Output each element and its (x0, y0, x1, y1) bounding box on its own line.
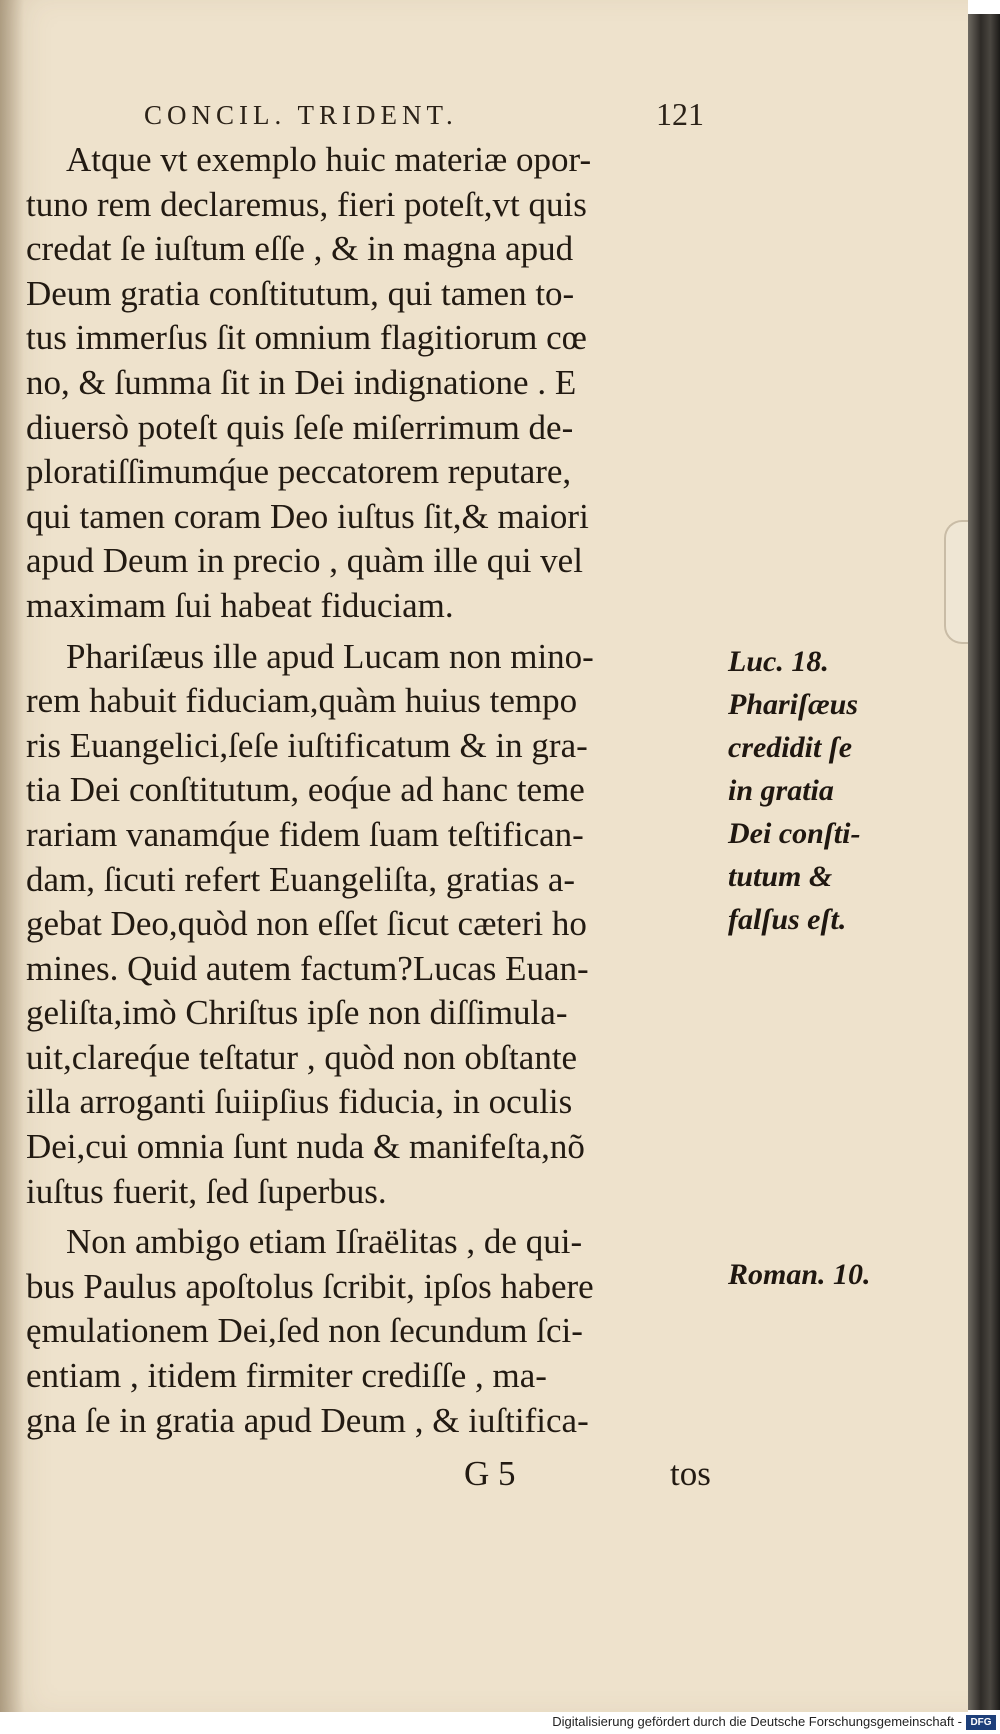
running-head: CONCIL. TRIDENT. (144, 100, 458, 130)
text-line: qui tamen coram Deo iuſtus ſit,& maiori (26, 496, 589, 536)
text-line: gebat Deo,quòd non eſſet ſicut cæteri ho (26, 904, 587, 944)
marginal-note-luke (728, 640, 928, 941)
text-line: gna ſe in gratia apud Deum , & iuſtifica- (26, 1400, 589, 1440)
text-line: Dei,cui omnia ſunt nuda & manifeſta,nõ (26, 1127, 585, 1167)
text-line: rem habuit fiduciam,quàm huius tempo (26, 681, 578, 721)
text-line: Non ambigo etiam Iſraëlitas , de qui- (66, 1222, 583, 1262)
text-line: bus Paulus apoſtolus ſcribit, ipſos habere (26, 1266, 594, 1306)
page-footer (0, 1454, 720, 1504)
text-line: uit,clareq́ue teſtatur , quòd non obſtante (26, 1037, 578, 1077)
text-line: Phariſæus ille apud Lucam non mino- (66, 636, 594, 676)
text-line: Deum gratia conſtitutum, qui tamen to- (26, 273, 575, 313)
catchword: tos (670, 1454, 711, 1493)
signature-mark: G 5 (464, 1454, 516, 1493)
digitization-credit: Digitalisierung gefördert durch die Deutsche Forschungsgemeinschaft - (552, 1714, 962, 1729)
text-line: entiam , itidem firmiter crediſſe , ma- (26, 1356, 547, 1396)
text-line: mines. Quid autem factum?Lucas Euan- (26, 948, 589, 988)
marginal-note-line: Luc. 18. (728, 645, 829, 678)
text-line: iuſtus fuerit, ſed ſuperbus. (26, 1171, 387, 1211)
text-line: ris Euangelici,ſeſe iuſtificatum & in gra- (26, 725, 588, 765)
text-line: no, & ſumma ſit in Dei indignatione . E (26, 362, 577, 402)
text-line: ęmulationem Dei,ſed non ſecundum ſci- (26, 1311, 583, 1351)
dfg-logo-icon: DFG (966, 1715, 996, 1730)
text-line: rariam vanamq́ue fidem ſuam teſtifican- (26, 814, 584, 854)
marginal-note-line: in gratia (728, 774, 834, 807)
marginal-note-line: Phariſæus (728, 688, 859, 721)
marginal-note-line: falſus eſt. (728, 903, 847, 936)
marginal-note-line: Dei conſti- (728, 817, 861, 850)
text-line: tus immerſus ſit omnium flagitiorum cœ (26, 318, 587, 358)
text-line: dam, ſicuti refert Euangeliſta, gratias a- (26, 859, 576, 899)
text-line: maximam ſui habeat fiduciam. (26, 585, 454, 625)
text-line: ploratiſſimumq́ue peccatorem reputare, (26, 452, 572, 492)
text-line: tia Dei conſtitutum, eoq́ue ad hanc teme (26, 770, 585, 810)
text-line: tuno rem declaremus, fieri poteſt,vt quis (26, 184, 587, 224)
text-line: geliſta,imò Chriſtus ipſe non diſſimula- (26, 993, 568, 1033)
page-number: 121 (656, 96, 704, 132)
text-line: diuersò poteſt quis ſeſe miſerrimum de- (26, 407, 574, 447)
text-line: Atque vt exemplo huic materiæ opor- (66, 140, 592, 179)
text-line: credat ſe iuſtum eſſe , & in magna apud (26, 229, 574, 269)
marginal-note-line: credidit ſe (728, 731, 853, 764)
book-edge (968, 14, 1000, 1710)
text-line: apud Deum in precio , quàm ille qui vel (26, 541, 583, 581)
text-line: illa arroganti ſuiipſius fiducia, in oculis (26, 1082, 573, 1122)
marginal-note-line: tutum & (728, 860, 833, 893)
marginal-note-romans: Roman. 10. (728, 1258, 871, 1291)
main-text (26, 138, 716, 1443)
